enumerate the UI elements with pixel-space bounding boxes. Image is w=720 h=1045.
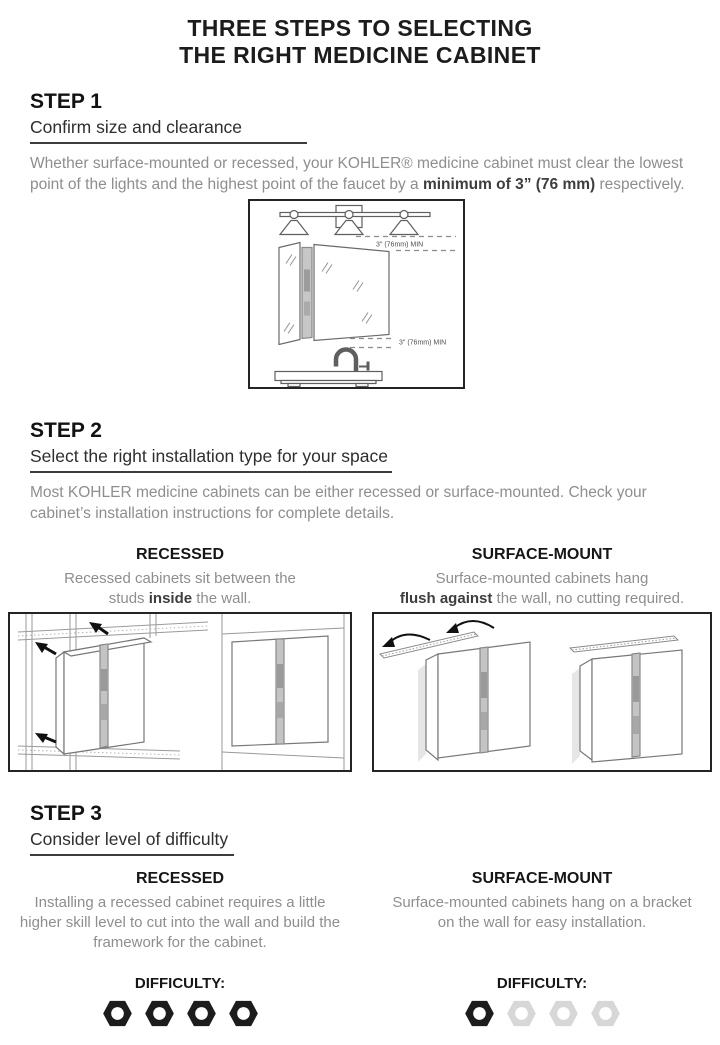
step3-heading: Consider level of difficulty <box>30 829 229 849</box>
recessed-column-step2 <box>8 545 352 772</box>
top-clearance-label: 3" (76mm) MIN <box>376 241 424 249</box>
surface-cabinet-b <box>580 650 682 762</box>
recessed-title-step2: RECESSED <box>135 546 225 563</box>
surface-mount-title-step2: SURFACE-MOUNT <box>471 546 613 563</box>
surface-desc-bold: flush against <box>399 590 493 607</box>
hinge-strip-shade <box>304 302 310 316</box>
surface-desc-post: the wall, no cutting required. <box>492 590 685 607</box>
nut-icon-empty <box>548 1000 579 1027</box>
step2-label: STEP 2 <box>30 419 102 442</box>
recessed-difficulty <box>8 975 352 1027</box>
step1-section <box>30 90 692 195</box>
recessed-difficulty-label: DIFFICULTY: <box>134 975 226 992</box>
step3-heading-rule <box>30 854 234 856</box>
surface-mount-difficulty-label: DIFFICULTY: <box>496 975 588 992</box>
surface-mount-desc-step3: Surface-mounted cabinets hang on a bracket on the wall for easy installation. <box>392 894 692 931</box>
light-socket <box>400 211 408 219</box>
surface-mount-diagram-art <box>374 614 710 770</box>
cabinet-installed <box>232 636 328 746</box>
nut-icon-filled <box>144 1000 175 1027</box>
light-socket <box>345 211 353 219</box>
surface-desc-line1: Surface-mounted cabinets hang <box>435 570 649 587</box>
clearance-diagram-art <box>250 201 463 387</box>
step2-heading: Select the right installation type for your space <box>30 446 388 466</box>
cabinet-inserting <box>56 638 151 754</box>
recessed-difficulty-rating <box>8 1000 352 1027</box>
surface-mount-diagram <box>372 612 712 772</box>
nut-icon-empty <box>590 1000 621 1027</box>
mounting-rail <box>570 636 678 652</box>
step1-heading-rule <box>30 142 307 144</box>
surface-mount-column-step3 <box>372 869 712 933</box>
nut-icon-filled <box>228 1000 259 1027</box>
light-socket <box>290 211 298 219</box>
step1-body-bold: minimum of 3” (76 mm) <box>422 176 596 193</box>
surface-mount-desc-step2 <box>372 569 712 609</box>
page-title-line1: THREE STEPS TO SELECTING <box>187 15 533 41</box>
page-title <box>0 15 720 69</box>
step3-label: STEP 3 <box>30 802 102 825</box>
step2-heading-rule <box>30 471 392 473</box>
recessed-desc-post: the wall. <box>192 590 252 607</box>
recessed-diagram <box>8 612 352 772</box>
nut-icon-filled <box>464 1000 495 1027</box>
recessed-diagram-art <box>10 614 350 770</box>
vanity-counter <box>275 372 382 387</box>
recessed-desc-step3: Installing a recessed cabinet requires a little higher skill level to cut into the wall and build the framework for the cabinet. <box>19 894 341 951</box>
recessed-desc-line2: studs <box>108 590 149 607</box>
step1-heading: Confirm size and clearance <box>30 117 243 137</box>
cabinet-shadow <box>572 668 580 764</box>
step1-body-post: respectively. <box>595 176 685 193</box>
nut-icon-empty <box>506 1000 537 1027</box>
bottom-clearance-label: 3" (76mm) MIN <box>399 339 447 347</box>
recessed-desc-bold: inside <box>148 590 193 607</box>
surface-mount-difficulty-rating <box>372 1000 712 1027</box>
step2-section <box>30 419 692 524</box>
surface-mount-difficulty <box>372 975 712 1027</box>
surface-mount-column-step2 <box>372 545 712 772</box>
light-shade <box>280 221 308 235</box>
faucet <box>336 350 356 372</box>
surface-cabinet-a <box>426 642 530 760</box>
step3-section <box>30 802 692 856</box>
nut-icon-filled <box>186 1000 217 1027</box>
step1-body <box>30 153 692 195</box>
clearance-diagram <box>248 199 465 389</box>
light-shade <box>390 221 418 235</box>
nut-icon-filled <box>102 1000 133 1027</box>
step2-body: Most KOHLER medicine cabinets can be either recessed or surface-mounted. Check your cabinet’s installation instructions for complete details. <box>30 484 647 522</box>
step1-body-pre: Whether surface-mounted or recessed, your KOHLER® medicine cabinet must clear the lowest point of the lights and the highest point of the faucet by a <box>30 155 684 193</box>
cabinet-hinge-strip <box>302 248 312 339</box>
recessed-column-step3 <box>8 869 352 953</box>
recessed-desc-step2 <box>8 569 352 609</box>
hinge-strip-shade <box>304 270 310 292</box>
surface-mount-title-step3: SURFACE-MOUNT <box>471 870 613 887</box>
recessed-desc-line1: Recessed cabinets sit between the <box>64 570 296 587</box>
cabinet-mirror-door <box>314 245 389 341</box>
cabinet-shadow <box>418 664 426 762</box>
recessed-title-step3: RECESSED <box>135 870 225 887</box>
step1-label: STEP 1 <box>30 90 102 113</box>
page-title-line2: THE RIGHT MEDICINE CABINET <box>179 42 541 68</box>
